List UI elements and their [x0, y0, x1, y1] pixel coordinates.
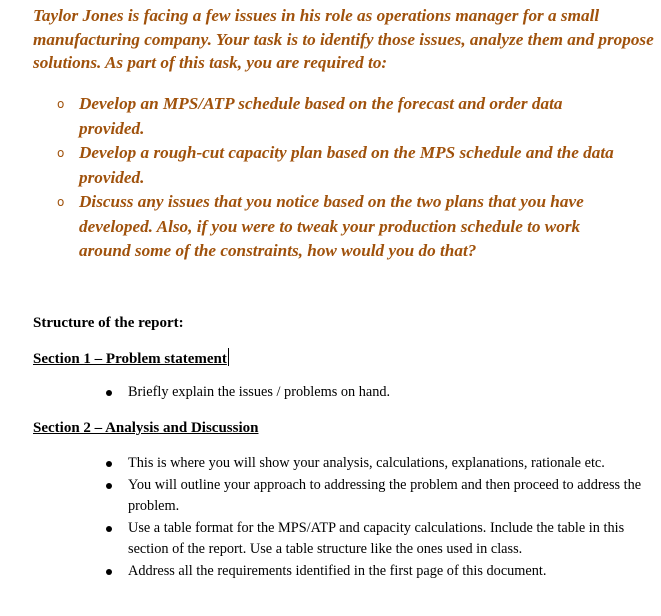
task-item	[0, 141, 624, 190]
bullet-dot-icon	[106, 483, 112, 489]
task-item	[0, 92, 624, 141]
task-list	[0, 92, 661, 264]
section-1-heading	[33, 348, 229, 369]
section-1-heading-text: Section 1 – Problem statement	[33, 351, 227, 367]
bullet-text: This is where you will show your analysis, calculations, explanations, rationale etc.	[128, 455, 605, 471]
task-item	[0, 190, 624, 264]
task-text: Discuss any issues that you notice based on the two plans that you have developed. Also, if you were to tweak your production schedule to work around some of the constraints, how would you do that?	[79, 192, 584, 260]
hollow-bullet-icon: o	[57, 146, 65, 160]
bullet-dot-icon	[106, 569, 112, 575]
hollow-bullet-icon: o	[57, 195, 65, 209]
text-cursor	[228, 348, 229, 366]
list-item	[0, 453, 645, 475]
section-1-bullet-list	[0, 382, 661, 404]
hollow-bullet-icon: o	[57, 97, 65, 111]
list-item	[0, 561, 645, 583]
section-2-bullet-list	[0, 453, 661, 582]
bullet-dot-icon	[106, 390, 112, 396]
task-text: Develop an MPS/ATP schedule based on the forecast and order data provided.	[79, 94, 563, 138]
structure-heading: Structure of the report:	[33, 315, 184, 331]
task-text: Develop a rough-cut capacity plan based on the MPS schedule and the data provided.	[79, 143, 614, 187]
section-2-heading: Section 2 – Analysis and Discussion	[33, 420, 259, 436]
bullet-text: Use a table format for the MPS/ATP and capacity calculations. Include the table in this section of the report. Use a table structure like the ones used in class.	[128, 519, 625, 557]
list-item	[0, 382, 645, 404]
bullet-text: You will outline your approach to addressing the problem and then proceed to address the problem.	[128, 476, 642, 514]
list-item	[0, 518, 645, 561]
bullet-text: Briefly explain the issues / problems on hand.	[128, 384, 391, 400]
bullet-text: Address all the requirements identified in the first page of this document.	[128, 562, 547, 579]
list-item	[0, 475, 645, 518]
intro-paragraph: Taylor Jones is facing a few issues in his role as operations manager for a small manufacturing company. Your task is to identify those issues, analyze them and propose solutions. As part of this task, you are required to:	[33, 6, 654, 72]
bullet-dot-icon	[106, 461, 112, 467]
bullet-dot-icon	[106, 526, 112, 532]
